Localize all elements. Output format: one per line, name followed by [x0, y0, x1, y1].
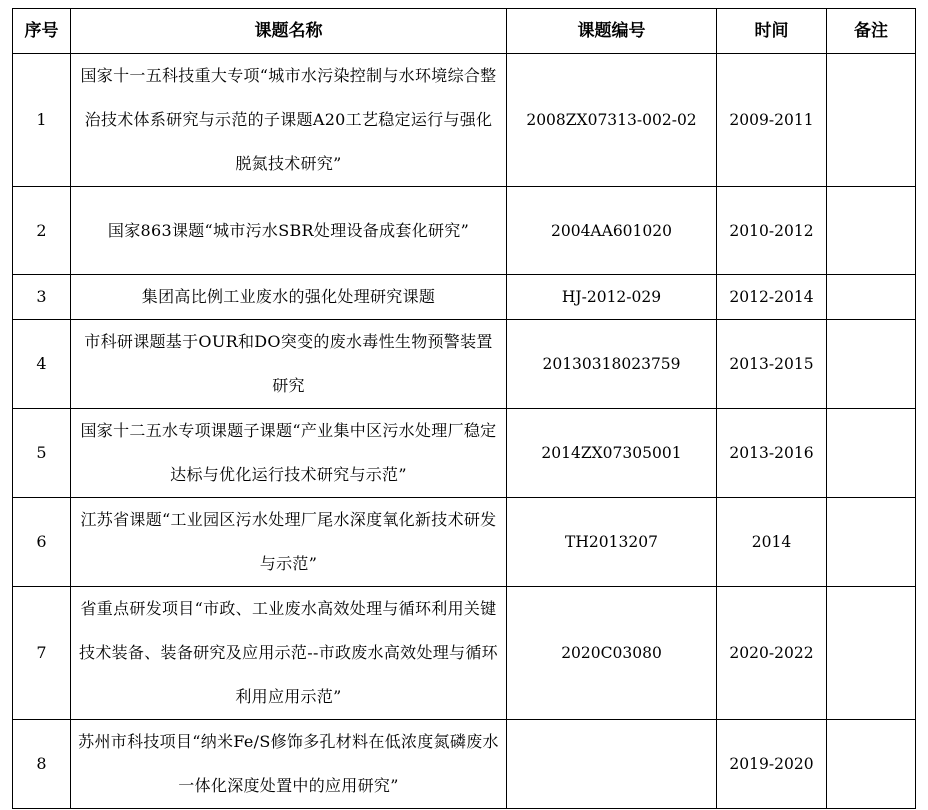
row-time: 2019-2020 [717, 720, 827, 809]
row-time: 2013-2015 [717, 320, 827, 409]
row-index: 2 [13, 187, 71, 275]
row-index: 1 [13, 54, 71, 187]
row-title: 集团高比例工业废水的强化处理研究课题 [71, 275, 507, 320]
row-code: 2008ZX07313-002-02 [507, 54, 717, 187]
row-remark [827, 275, 916, 320]
row-title: 国家十二五水专项课题子课题“产业集中区污水处理厂稳定达标与优化运行技术研究与示范” [71, 409, 507, 498]
row-title: 江苏省课题“工业园区污水处理厂尾水深度氧化新技术研发与示范” [71, 498, 507, 587]
table-row [13, 498, 916, 587]
header-title: 课题名称 [71, 9, 507, 54]
row-code [507, 720, 717, 809]
row-code: 2020C03080 [507, 587, 717, 720]
row-remark [827, 409, 916, 498]
header-row [13, 9, 916, 54]
row-remark [827, 187, 916, 275]
row-code: HJ-2012-029 [507, 275, 717, 320]
row-remark [827, 320, 916, 409]
row-time: 2010-2012 [717, 187, 827, 275]
row-remark [827, 498, 916, 587]
row-code: 2004AA601020 [507, 187, 717, 275]
row-title: 苏州市科技项目“纳米Fe/S修饰多孔材料在低浓度氮磷废水一体化深度处置中的应用研究” [71, 720, 507, 809]
row-title: 国家十一五科技重大专项“城市水污染控制与水环境综合整治技术体系研究与示范的子课题A20工艺稳定运行与强化脱氮技术研究” [71, 54, 507, 187]
row-title: 国家863课题“城市污水SBR处理设备成套化研究” [71, 187, 507, 275]
row-index: 7 [13, 587, 71, 720]
row-code: 20130318023759 [507, 320, 717, 409]
row-index: 6 [13, 498, 71, 587]
table-row [13, 587, 916, 720]
row-time: 2013-2016 [717, 409, 827, 498]
header-time: 时间 [717, 9, 827, 54]
projects-table [12, 8, 916, 809]
table-row [13, 187, 916, 275]
table-row [13, 409, 916, 498]
row-title: 省重点研发项目“市政、工业废水高效处理与循环利用关键技术装备、装备研究及应用示范--市政废水高效处理与循环利用应用示范” [71, 587, 507, 720]
row-index: 8 [13, 720, 71, 809]
row-time: 2009-2011 [717, 54, 827, 187]
table-row [13, 275, 916, 320]
row-time: 2012-2014 [717, 275, 827, 320]
row-time: 2014 [717, 498, 827, 587]
row-title: 市科研课题基于OUR和DO突变的废水毒性生物预警装置研究 [71, 320, 507, 409]
row-remark [827, 587, 916, 720]
row-code: 2014ZX07305001 [507, 409, 717, 498]
row-time: 2020-2022 [717, 587, 827, 720]
header-remark: 备注 [827, 9, 916, 54]
table-row [13, 720, 916, 809]
row-code: TH2013207 [507, 498, 717, 587]
row-remark [827, 54, 916, 187]
row-index: 3 [13, 275, 71, 320]
table-row [13, 54, 916, 187]
row-index: 4 [13, 320, 71, 409]
header-code: 课题编号 [507, 9, 717, 54]
header-index: 序号 [13, 9, 71, 54]
table-row [13, 320, 916, 409]
row-index: 5 [13, 409, 71, 498]
row-remark [827, 720, 916, 809]
